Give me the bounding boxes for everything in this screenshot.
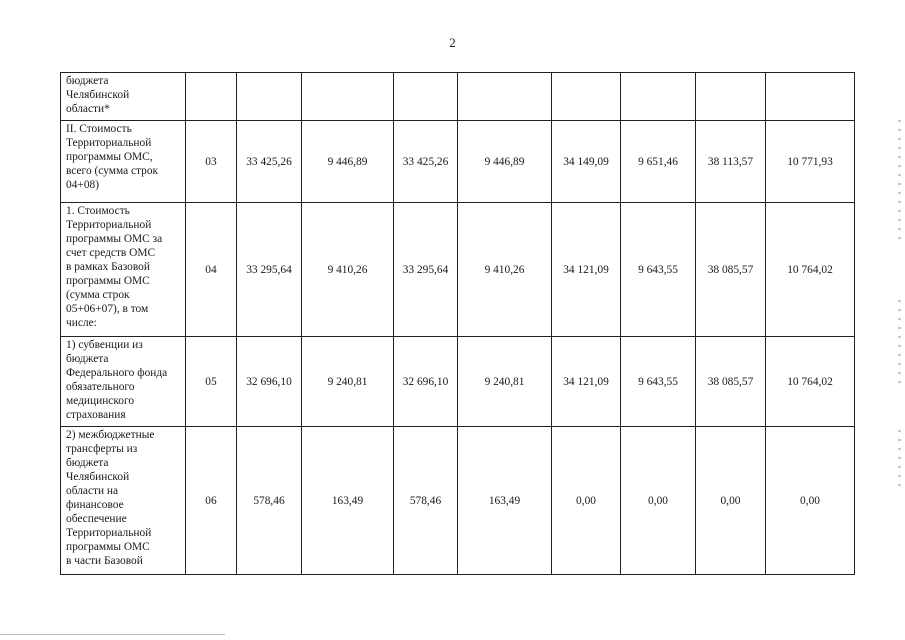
row-label-line: бюджета [66, 457, 109, 469]
row-label-line: числе: [66, 317, 97, 329]
value-cell: 9 651,46 [621, 121, 696, 203]
value-cell: 9 240,81 [458, 337, 552, 427]
value-cell: 34 149,09 [552, 121, 621, 203]
value-cell: 33 295,64 [237, 203, 302, 337]
row-code: 03 [186, 121, 237, 203]
scan-edge-mark [0, 634, 225, 635]
value-cell [302, 73, 394, 121]
table-row [61, 427, 855, 575]
row-label-line: в рамках Базовой [66, 261, 150, 273]
row-label-line: области на [66, 485, 119, 497]
value-cell: 38 113,57 [696, 121, 766, 203]
row-code: 06 [186, 427, 237, 575]
value-cell: 9 446,89 [458, 121, 552, 203]
row-label-line: бюджета [66, 75, 109, 87]
row-label-line: программы ОМС [66, 541, 150, 553]
row-label-line: 1. Стоимость [66, 205, 130, 217]
value-cell: 578,46 [237, 427, 302, 575]
value-cell [552, 73, 621, 121]
scan-edge-noise [898, 300, 901, 390]
value-cell: 163,49 [302, 427, 394, 575]
value-cell [458, 73, 552, 121]
scan-edge-noise [898, 430, 901, 490]
row-label-line: области* [66, 103, 110, 115]
row-label-line: программы ОМС, [66, 151, 153, 163]
value-cell [696, 73, 766, 121]
value-cell: 9 643,55 [621, 337, 696, 427]
value-cell: 0,00 [766, 427, 855, 575]
value-cell: 0,00 [696, 427, 766, 575]
value-cell: 9 643,55 [621, 203, 696, 337]
value-cell: 32 696,10 [237, 337, 302, 427]
row-code: 05 [186, 337, 237, 427]
page-number: 2 [449, 35, 456, 50]
value-cell: 10 764,02 [766, 337, 855, 427]
value-cell: 9 240,81 [302, 337, 394, 427]
value-cell: 163,49 [458, 427, 552, 575]
row-label-line: финансовое [66, 499, 124, 511]
row-label-line: программы ОМС [66, 275, 150, 287]
value-cell [394, 73, 458, 121]
row-label-line: Территориальной [66, 219, 152, 231]
row-label [61, 337, 186, 427]
row-label-line: в части Базовой [66, 555, 143, 567]
value-cell [621, 73, 696, 121]
value-cell [237, 73, 302, 121]
value-cell: 0,00 [621, 427, 696, 575]
row-label-line: трансферты из [66, 443, 138, 455]
value-cell: 10 764,02 [766, 203, 855, 337]
value-cell: 9 410,26 [458, 203, 552, 337]
row-label-line: 04+08) [66, 179, 99, 191]
value-cell: 33 425,26 [394, 121, 458, 203]
row-code [186, 73, 237, 121]
row-label-line: Территориальной [66, 137, 152, 149]
value-cell: 38 085,57 [696, 203, 766, 337]
row-label [61, 73, 186, 121]
row-label-line: бюджета [66, 353, 109, 365]
value-cell: 33 425,26 [237, 121, 302, 203]
row-label-line: 05+06+07), в том [66, 303, 149, 315]
row-label-line: счет средств ОМС [66, 247, 156, 259]
row-label-line: программы ОМС за [66, 233, 163, 245]
row-label [61, 121, 186, 203]
value-cell: 578,46 [394, 427, 458, 575]
table-row [61, 203, 855, 337]
row-code: 04 [186, 203, 237, 337]
value-cell: 32 696,10 [394, 337, 458, 427]
value-cell: 33 295,64 [394, 203, 458, 337]
value-cell: 34 121,09 [552, 337, 621, 427]
row-label-line: всего (сумма строк [66, 165, 159, 177]
row-label [61, 203, 186, 337]
row-label-line: Федерального фонда [66, 367, 168, 379]
value-cell: 34 121,09 [552, 203, 621, 337]
table-row [61, 121, 855, 203]
row-label-line: 1) субвенции из [66, 339, 143, 351]
row-label-line: обязательного [66, 381, 135, 393]
row-label-line: медицинского [66, 395, 135, 407]
value-cell: 10 771,93 [766, 121, 855, 203]
row-label-line: Территориальной [66, 527, 152, 539]
row-label-line: Челябинской [66, 471, 130, 483]
table-row [61, 73, 855, 121]
row-label-line: страхования [66, 409, 126, 421]
value-cell [766, 73, 855, 121]
row-label-line: обеспечение [66, 513, 127, 525]
table-row [61, 337, 855, 427]
row-label-line: (сумма строк [66, 289, 130, 301]
scan-edge-noise [898, 120, 901, 240]
table-body [61, 73, 855, 575]
value-cell: 0,00 [552, 427, 621, 575]
value-cell: 9 446,89 [302, 121, 394, 203]
value-cell: 38 085,57 [696, 337, 766, 427]
value-cell: 9 410,26 [302, 203, 394, 337]
row-label [61, 427, 186, 575]
row-label-line: 2) межбюджетные [66, 429, 155, 441]
budget-table [60, 72, 855, 575]
row-label-line: II. Стоимость [66, 123, 132, 135]
row-label-line: Челябинской [66, 89, 130, 101]
